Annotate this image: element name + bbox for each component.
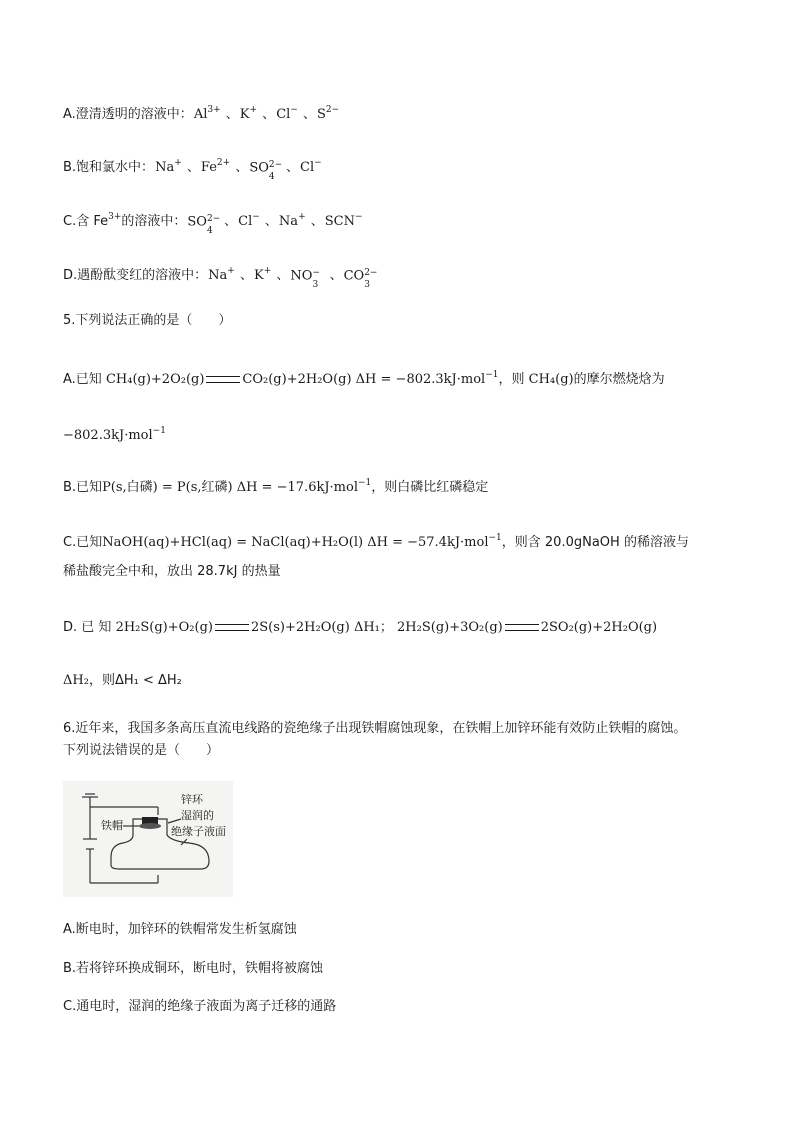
separator: 、 <box>258 107 276 122</box>
zinc-ring <box>139 823 161 829</box>
long-equals-sign <box>206 376 240 383</box>
q6-option-a: A.断电时，加锌环的铁帽常发生析氢腐蚀 <box>63 922 297 937</box>
separator: 、 <box>231 160 249 175</box>
ion: Na+ <box>278 212 306 229</box>
ion: Cl− <box>238 212 260 229</box>
label-iron-cap: 铁帽 <box>101 819 123 832</box>
q5-option-a-line2: −802.3kJ·mol$^{-1}$ <box>63 426 166 443</box>
q4-option-c: C.含 $Fe^{3+}$的溶液中：SO 2− 4 、Cl− 、Na+ 、SCN− <box>63 207 364 232</box>
ion: K+ <box>239 105 258 122</box>
ion: SO 2− 4 <box>249 159 283 182</box>
q4-option-a-ions <box>193 107 340 122</box>
separator: 、 <box>219 214 238 229</box>
q4-option-a: A.澄清透明的溶液中：$Al^{3+}$ 、K+ 、Cl− 、$S^{2-}$ <box>63 100 340 125</box>
separator: 、 <box>298 107 316 122</box>
label-zinc-ring: 锌环 <box>181 793 203 806</box>
ion: SO 2− 4 <box>187 213 221 236</box>
ion: $S^{2-}$ <box>316 105 340 122</box>
separator: 、 <box>260 214 278 229</box>
separator: 、 <box>325 268 343 283</box>
ion: Cl− <box>276 105 298 122</box>
ion: Na+ <box>155 158 182 175</box>
q5-option-c-line2: 稀盐酸完全中和，放出 28.7kJ 的热量 <box>63 564 281 579</box>
separator: 、 <box>235 268 253 283</box>
label-wet: 湿润的 <box>181 809 214 822</box>
ion: K+ <box>253 266 272 283</box>
long-equals-sign <box>505 624 539 631</box>
q4-option-d: D.遇酚酞变红的溶液中：Na+ 、K+ 、NO − 3 、CO 2− 3 <box>63 261 377 286</box>
separator: 、 <box>221 107 239 122</box>
q5-option-b: B.已知P(s,白磷) = P(s,红磷) ΔH = −17.6kJ·mol$^{-1}$，则白磷比红磷稳定 <box>63 478 489 495</box>
q4-option-b: B.饱和氯水中：Na+ 、$Fe^{2+}$ 、SO 2− 4 、Cl− <box>63 153 323 178</box>
q5-stem: 5.下列说法正确的是（ ） <box>63 313 232 328</box>
ion: $Fe^{2+}$ <box>200 158 231 175</box>
label-insulator-surface: 绝缘子液面 <box>171 825 226 838</box>
separator: 、 <box>182 160 200 175</box>
ion: SCN− <box>324 212 363 229</box>
ion: CO 2− 3 <box>343 267 378 290</box>
ion: $Al^{3+}$ <box>193 105 221 122</box>
q5-option-c-line1: C.已知NaOH(aq)+HCl(aq) = NaCl(aq)+H₂O(l) ΔH = −57.4kJ·mol$^{-1}$，则含 20.0gNaOH 的稀溶液与 <box>63 533 689 550</box>
q6-stem-line2: 下列说法错误的是（ ） <box>63 743 220 758</box>
separator: 、 <box>306 214 324 229</box>
separator: 、 <box>281 160 300 175</box>
ion: NO − 3 <box>290 267 320 290</box>
separator: 、 <box>272 268 290 283</box>
insulator-figure <box>63 781 233 897</box>
q5-option-d-line1: D. 已 知 2H₂S(g)+O₂(g) 2S(s)+2H₂O(g) ΔH₁； 2H₂S(g)+3O₂(g) 2SO₂(g)+2H₂O(g) <box>63 620 658 635</box>
insulator-diagram <box>63 781 233 897</box>
ion: Na+ <box>208 266 235 283</box>
ion: Cl− <box>300 158 322 175</box>
q5-option-d-line2: ΔH₂，则ΔH₁ < ΔH₂ <box>63 673 182 688</box>
q6-stem-line1: 6.近年来，我国多条高压直流电线路的瓷绝缘子出现铁帽腐蚀现象，在铁帽上加锌环能有效防止铁帽的腐蚀。 <box>63 721 687 736</box>
q6-option-c: C.通电时，湿润的绝缘子液面为离子迁移的通路 <box>63 999 337 1014</box>
q6-option-b: B.若将锌环换成铜环，断电时，铁帽将被腐蚀 <box>63 961 324 976</box>
long-equals-sign <box>215 624 249 631</box>
q5-option-a-line1: A.已知 CH₄(g)+2O₂(g) CO₂(g)+2H₂O(g) ΔH = −802.3kJ·mol$^{-1}$，则 CH₄(g)的摩尔燃烧焓为 <box>63 370 665 387</box>
